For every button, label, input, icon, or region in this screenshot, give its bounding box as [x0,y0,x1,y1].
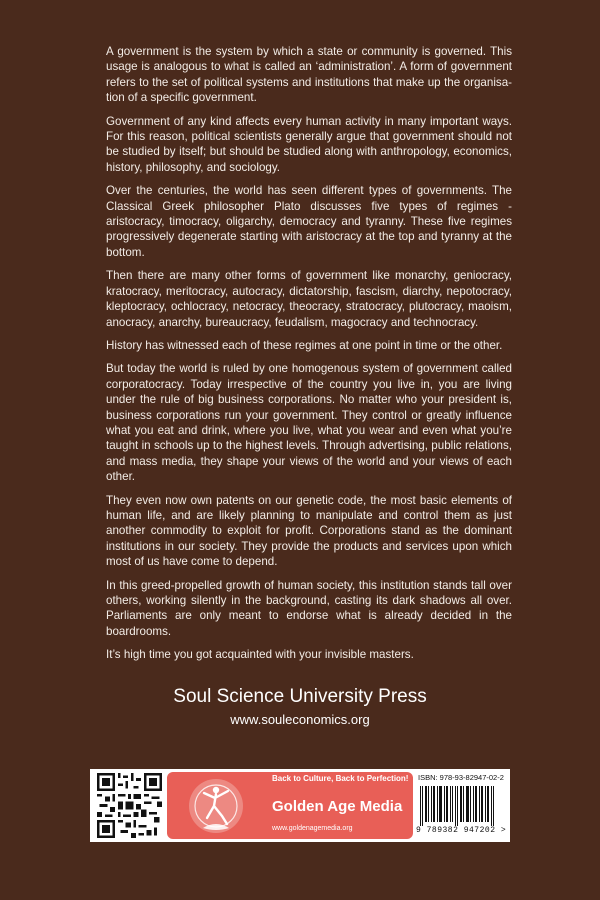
blurb-paragraph-3: Over the centuries, the world has seen different types of governments. The Classical Greek philosopher Plato discusses five types of regimes - aristocracy, timocracy, oligarchy, democracy and tyranny. These five regimes progressively degenerate starting with aristocracy at the top and tyranny at the bottom. [106,184,512,259]
ad-brand-name: Golden Age Media [272,798,403,815]
blurb-paragraph-2: Government of any kind affects every human activity in many important ways. For this reason, political scientists generally argue that government should not be studied by itself; but should be studied along with anthropology, economics, history, philosophy, and sociology. [106,114,512,174]
blurb-paragraph-8: In this greed-propelled growth of human society, this institution stands tall over others, working silently in the background, casting its dark shadows all over. Parliaments are only meant to endorse what is already decided in the boardrooms. [106,578,512,638]
dancer-emblem-icon [185,776,247,836]
ad-url: www.goldenagemedia.org [272,825,353,832]
publisher-name: Soul Science University Press [173,686,427,707]
blurb-paragraph-9: It’s high time you got acquainted with your invisible masters. [106,648,414,662]
qr-code-icon [97,773,162,838]
publisher-url: www.souleconomics.org [230,712,370,727]
blurb-paragraph-4: Then there are many other forms of government like monarchy, geniocracy, kratocracy, meritocracy, autocracy, dictatorship, fascism, diarchy, nepotocracy, kleptocracy, ochlocracy, netocracy, theocracy, stratocracy, plutocracy, maoism, anocracy, anarchy, bureaucracy, feudalism, magocracy and technocracy. [106,269,512,329]
publisher-block [0,686,600,729]
barcode-icon [418,786,498,826]
isbn-label: ISBN: 978-93-82947-02-2 [418,773,504,782]
isbn-block [418,770,508,840]
blurb-paragraph-7: They even now own patents on our genetic code, the most basic elements of human life, and are likely planning to manipulate and control them as just another commodity to exploit for profit. Corporations stand as the dominant institutions in our society. They provide the products and services upon which most of us have come to depend. [106,493,512,569]
blurb-paragraph-1: A government is the system by which a state or community is governed. This usage is analogous to what is called an ‘administration’. A form of government refers to the set of political systems and institutions that make up the organisa-tion of a specific government. [106,45,512,105]
cover-blurb [106,44,512,671]
golden-age-media-banner [167,772,413,839]
barcode-digits: 9 789382 947202 > [416,826,507,835]
ad-tagline: Back to Culture, Back to Perfection! [272,774,409,783]
blurb-paragraph-6: But today the world is ruled by one homogenous system of government called corporatocracy. Today irrespective of the country you live in, you are living under the rule of big business corporations. No matter who your president is, business corporations run your government. They control or greatly influence what you eat and drink, where you live, what you wear and even what you’re taught in schools up to the highest levels. Through advertising, public relations, and mass media, they shape your views of the world and your views of each other. [106,362,512,484]
blurb-paragraph-5: History has witnessed each of these regimes at one point in time or the other. [106,338,503,352]
